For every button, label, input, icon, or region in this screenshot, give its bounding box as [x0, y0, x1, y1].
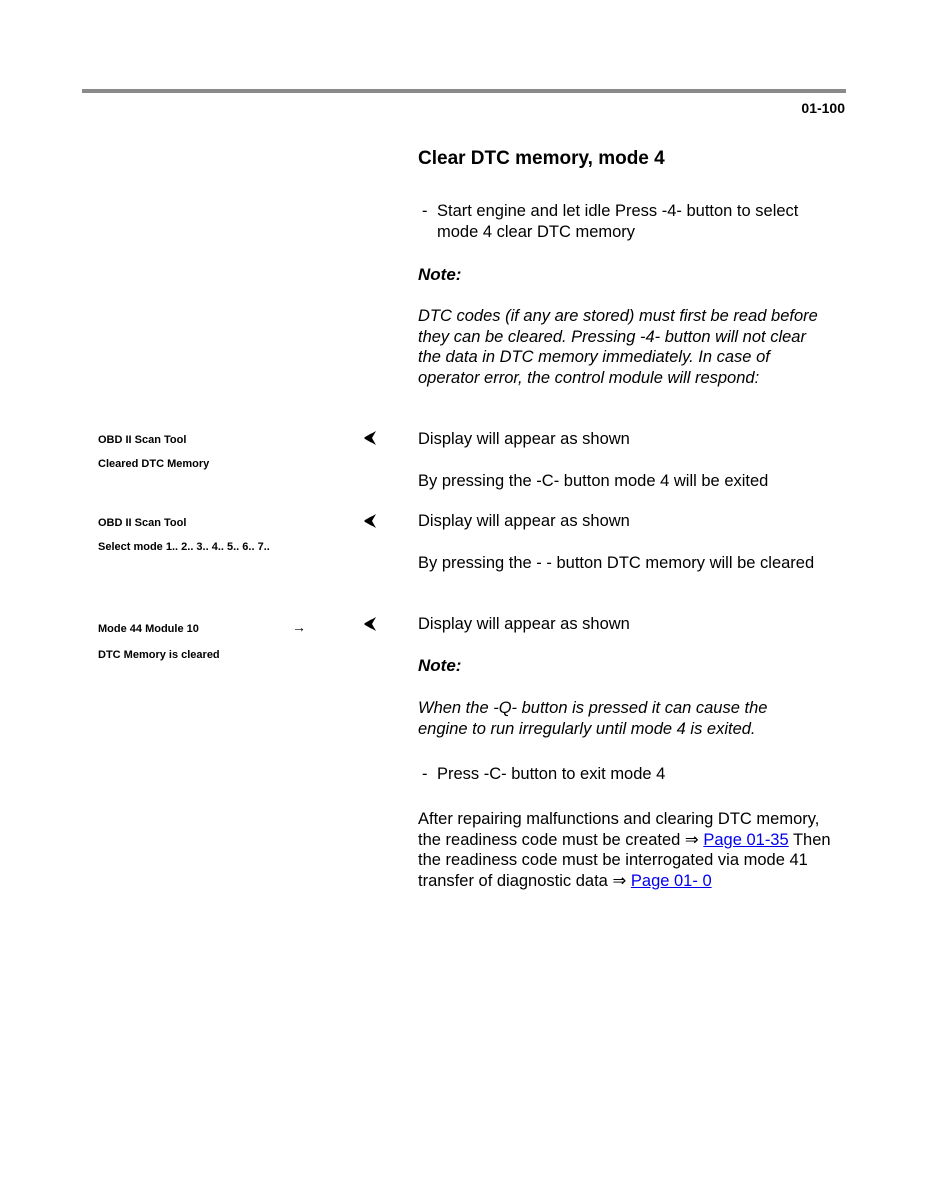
display-text: Display will appear as shown [418, 512, 630, 530]
display-follow-text: By pressing the -C- button mode 4 will be exited [418, 472, 769, 490]
right-arrow-icon: → [292, 619, 306, 635]
display-follow-text: By pressing the - - button DTC memory will be cleared [418, 554, 815, 572]
step-start-engine [422, 201, 822, 242]
step-dash: - [422, 202, 428, 220]
step-text: Start engine and let idle Press -4- button to select mode 4 clear DTC memory [437, 202, 799, 241]
pointer-hand-icon [360, 511, 380, 531]
step-dash: - [422, 765, 428, 783]
display-label-line1: OBD II Scan Tool [98, 517, 187, 529]
display-text: Display will appear as shown [418, 615, 630, 633]
step-text: Press -C- button to exit mode 4 [437, 765, 666, 783]
display-label-line1: Mode 44 Module 10 [98, 623, 199, 635]
step-exit-mode [422, 764, 822, 785]
note-text: DTC codes (if any are stored) must first be read before they can be cleared. Pressing -4- button will not clear the data in DTC memory immediately. In case of operator error, the control module will respond: [418, 307, 818, 387]
display-label-line2: DTC Memory is cleared [98, 649, 220, 661]
link-page-01-0[interactable]: Page 01- 0 [630, 871, 712, 890]
pointer-hand-icon [360, 614, 380, 634]
page-number: 01-100 [801, 100, 845, 116]
link-page-01-35[interactable]: Page 01-35 [703, 830, 789, 849]
display-label-line2: Select mode 1.. 2.. 3.. 4.. 5.. 6.. 7.. [98, 541, 270, 553]
note-text: When the -Q- button is pressed it can cause the engine to run irregularly until mode 4 is exited. [418, 699, 768, 738]
double-arrow-icon: ⇒ [684, 830, 699, 849]
pointer-hand-icon [360, 428, 380, 448]
section-title: Clear DTC memory, mode 4 [418, 148, 665, 169]
note-heading: Note: [418, 656, 462, 675]
readiness-paragraph [418, 809, 836, 891]
header-rule [82, 89, 846, 93]
display-text: Display will appear as shown [418, 430, 630, 448]
display-label-line1: OBD II Scan Tool [98, 434, 187, 446]
display-label-line2: Cleared DTC Memory [98, 458, 210, 470]
paragraph-text: Then the readiness code must be interrogated via mode 41 transfer of diagnostic data [418, 830, 831, 890]
note-heading: Note: [418, 265, 462, 284]
paragraph-text: After repairing malfunctions and clearing DTC memory, the readiness code must be created [418, 810, 820, 849]
double-arrow-icon: ⇒ [612, 871, 627, 890]
